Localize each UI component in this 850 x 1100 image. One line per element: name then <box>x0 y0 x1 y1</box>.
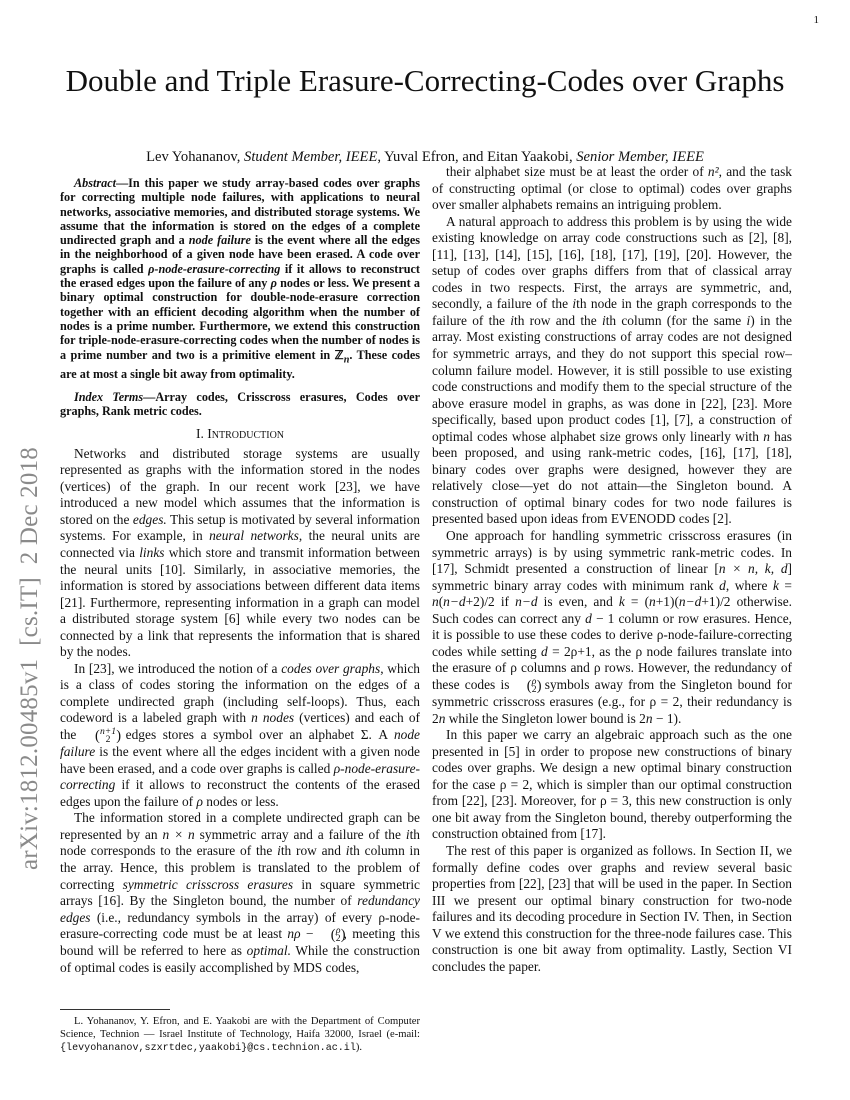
emphasis-text: n <box>343 354 350 365</box>
text-run: While the construction of optimal codes is easily accomplished by MDS codes, <box>60 943 420 975</box>
emphasis-text: n <box>432 594 439 610</box>
body-paragraph <box>432 164 792 214</box>
text-run: ). <box>355 1042 363 1053</box>
emphasis-text: i <box>345 843 350 859</box>
emphasis-text: n−d <box>515 594 538 610</box>
text-run: symbols away from the Singleton bound for symmetric crisscross erasures (e.g., for ρ = 2, their redundancy is 2 <box>432 676 792 726</box>
text-run: One approach for handling symmetric crisscross erasures (in symmetric arrays) is by using symmetric rank-metric codes. In [17], Schmidt presented a construction of linear [ <box>432 528 792 577</box>
text-run: ( <box>438 594 444 610</box>
emphasis-text: i <box>277 843 281 859</box>
emphasis-text: n² <box>707 164 719 179</box>
text-run: − 1). <box>652 710 682 726</box>
binomial-term: 2 <box>105 733 111 745</box>
abstract <box>60 176 420 382</box>
emphasis-text: Index Terms <box>74 389 144 404</box>
emphasis-text: n <box>649 594 656 610</box>
emphasis-text: n−d <box>678 594 702 610</box>
emphasis-text: n <box>438 710 446 726</box>
emphasis-text: Senior Member, IEEE <box>576 149 704 165</box>
text-run: is the event where all the edges incident with a given node have been erased, and a code over graphs is called <box>60 744 420 776</box>
text-run: In this paper we carry an algebraic approach such as the one presented in [5] in order to propose new constructions of binary codes over graphs. We design a new optimal binary construction for the case ρ = 2, which is simpler than our optimal construction from [22], [23]. Moreover, for ρ = 3, this new construction is only one bit away from the Singleton bound, thereby outperforming the construction obtained from [17]. <box>432 727 792 842</box>
emphasis-text: k <box>618 594 625 610</box>
emphasis-text: i <box>510 312 514 328</box>
text-run: is even, and <box>537 594 619 610</box>
emphasis-text: n <box>763 428 770 444</box>
emphasis-text: d <box>541 643 548 659</box>
arxiv-stamp: arXiv:1812.00485v1 [cs.IT] 2 Dec 2018 <box>16 447 43 870</box>
text-run: th column (for the same <box>605 312 747 328</box>
text-run: = <box>778 577 792 593</box>
body-paragraph <box>432 727 792 843</box>
text-run: This setup is motivated by several information systems. For example, in <box>60 511 420 544</box>
text-run: = ( <box>624 594 650 610</box>
text-run: if it allows to reconstruct the erased edges upon the failure of any <box>60 261 420 291</box>
emphasis-text: neural networks <box>209 528 299 544</box>
text-run: In [23], we introduced the notion of a <box>74 660 282 676</box>
emphasis-text: ρ-node-erasure-correcting <box>148 261 281 276</box>
body-paragraph <box>60 810 420 976</box>
text-run: ] symmetric binary array codes with minimum rank <box>432 561 792 593</box>
emphasis-text: ρ <box>270 276 277 291</box>
body-paragraph <box>60 661 420 811</box>
text-run: edges stores a symbol over an alphabet Σ. A <box>119 727 394 743</box>
body-paragraph <box>60 446 420 661</box>
text-run: th node in the graph corresponds to the failure of the <box>432 296 792 328</box>
emphasis-text: redundancy edges <box>60 893 420 925</box>
page-number: 1 <box>813 14 819 26</box>
text-run: , Yuval Efron, and Eitan Yaakobi, <box>377 149 577 165</box>
text-run: in square symmetric arrays [16]. By the Singleton bound, the number of <box>60 876 420 909</box>
right-column <box>432 164 792 975</box>
text-run: Lev Yohananov, <box>146 149 245 165</box>
text-run: if it allows to reconstruct the contents of the erased edges upon the failure of <box>60 777 420 809</box>
emphasis-text: n × n, k, d <box>718 561 788 577</box>
text-run: , where <box>725 577 773 593</box>
emphasis-text: node failure <box>188 233 251 248</box>
index-terms <box>60 390 420 419</box>
text-run: The rest of this paper is organized as follows. In Section II, we formally define codes over graphs and review several basic properties from [22], [23] that will be used in the paper. In Section III we present our optimal binary construction for two-node failures and its decoding procedure in Section IV. Then, in Section V we extend this construction for the three-node failures case. This construction is one bit away from optimality. Lastly, Section VI concludes the paper. <box>432 843 792 974</box>
text-run: , and the task of constructing optimal (or close to optimal) codes over graphs over smaller alphabets remains an intriguing problem. <box>432 164 792 213</box>
text-run: L. Yohananov, Y. Efron, and E. Yaakobi are with the Department of Computer Science, Technion — Israel Institute of Technology, Haifa 32000, Israel (e-mail: <box>60 1016 420 1040</box>
text-run: , meeting this bound will be referred to here as <box>60 926 420 959</box>
binomial-coefficient <box>319 924 344 945</box>
text-run: their alphabet size must be at least the order of <box>446 164 708 179</box>
text-run: is the event where all the edges in the neighborhood of a given node have been erased. A code over graphs is called <box>60 233 420 276</box>
emphasis-text: d <box>585 610 592 626</box>
emphasis-text: n−d <box>443 594 466 610</box>
emphasis-text: n × n <box>162 826 195 842</box>
right-body <box>432 164 792 975</box>
text-run: —In this paper we study array-based codes over graphs for correcting multiple node failures, with applications to neural networks, associative memories, and distributed storage systems. We assume that the information is stored on the edges of a complete undirected graph and a <box>60 176 420 248</box>
text-run: {levyohananov,szxrtdec,yaakobi}@cs.technion.ac.il <box>60 1043 356 1054</box>
binomial-term: 2 <box>335 933 341 945</box>
text-run: Networks and distributed storage systems are usually represented as graphs with the information stored in the nodes (vertices) of the graph. In our recent work [23], we have introduced a new model which assumes that the information is stored on the <box>60 445 420 527</box>
text-run: The information stored in a complete undirected graph can be represented by an <box>60 810 420 842</box>
binomial-term: 2 <box>531 683 537 695</box>
text-run: th node corresponds to the erasure of the <box>60 826 420 859</box>
binomial-term: ( ρ <box>335 924 341 936</box>
binomial-term: ( ρ <box>531 675 537 687</box>
emphasis-text: edges. <box>132 511 167 527</box>
text-run: (i.e., redundancy symbols in the array) of every ρ-node-erasure-correcting code must be at least <box>60 909 420 942</box>
emphasis-text: nρ <box>287 926 301 942</box>
emphasis-text: i <box>572 296 577 312</box>
left-body <box>60 446 420 977</box>
section-heading-introduction: I. Introduction <box>195 426 285 442</box>
emphasis-text: ρ-node-erasure-correcting <box>60 760 420 793</box>
emphasis-text: codes over graphs <box>281 660 381 676</box>
binomial-coefficient <box>83 725 119 745</box>
emphasis-text: optimal. <box>246 943 291 959</box>
binomial-coefficient <box>515 675 540 695</box>
text-run: . These codes are at most a single bit away from optimality. <box>60 347 420 382</box>
emphasis-text: symmetric crisscross erasures <box>122 876 294 892</box>
text-run: nodes or less. We present a binary optimal construction for double-node-erasure correction together with an efficient decoding algorithm when the number of nodes is a prime number. Furthermore, we extend this construction for triple-node-erasure-correcting codes when the number of nodes is a prime number and two is a primitive element in ℤ <box>60 276 420 362</box>
text-run: , the neural units are connected via <box>60 528 420 561</box>
emphasis-text: Student Member, IEEE <box>244 149 378 165</box>
text-run: symmetric array and a failure of the <box>194 826 406 842</box>
text-run: th row and the <box>513 312 602 328</box>
emphasis-text: i <box>405 826 410 842</box>
text-run: − <box>300 926 319 942</box>
text-run: th row and <box>280 843 346 859</box>
text-run: nodes or less. <box>202 793 279 809</box>
emphasis-text: links <box>139 545 165 561</box>
emphasis-text: Abstract <box>74 176 116 190</box>
paper-title: Double and Triple Erasure-Correcting-Codes over Graphs <box>65 63 785 98</box>
text-run: —Array codes, Crisscross erasures, Codes over graphs, Rank metric codes. <box>60 389 420 418</box>
text-run: (vertices) and each of the <box>60 710 420 743</box>
text-run: +1)( <box>655 594 679 610</box>
text-run: +2)/2 if <box>465 594 516 610</box>
text-run: , which is a class of codes storing the information on the edges of a complete undirected graph (including self-loops). Thus, each codeword is a labeled graph with <box>60 660 420 726</box>
text-run: which store and transmit information between the neural units [10]. Similarly, in associative memories, the information is stored by associations between different data items [21]. Furthermore, representing information in a graph can model a distributed storage system [6] while every two nodes can be connected by a link that represents the information that is shared by the nodes. <box>60 545 420 660</box>
author-affiliation-footnote <box>60 1015 420 1055</box>
body-paragraph <box>432 528 792 727</box>
emphasis-text: k <box>772 577 779 593</box>
left-column <box>60 176 420 976</box>
text-run: A natural approach to address this problem is by using the wide existing knowledge on array code constructions such as [2], [8], [11], [13], [14], [15], [16], [18], [17], [19], [20]. However, the setup of codes over graphs differs from that of classical array codes in two respects. First, the arrays are symmetric, and, secondly, a failure of the <box>432 213 792 312</box>
emphasis-text: n nodes <box>251 710 295 726</box>
body-paragraph <box>432 843 792 975</box>
text-run: has been proposed, and using rank-metric codes, [16], [17], [18], binary codes over graphs were designed, however they are relatively close—yet do not attain—the Singleton bound. A construction of optimal binary codes for two node failures is presented based upon ideas from EVENODD codes [2]. <box>432 428 792 527</box>
body-paragraph <box>432 214 792 528</box>
emphasis-text: node failure <box>60 727 420 760</box>
text-run: − 1 column or row erasures. Hence, it is possible to use these codes to derive ρ-node-failure-correcting codes while setting <box>432 610 792 659</box>
text-run: ) in the array. Most existing constructions of array codes are not designed for symmetric arrays, and they do not support this special row–column failure model. However, it is still possible to use existing code constructions and modify them to the special structure of the above erasure model in graphs, as was done in [22], [23]. More specifically, based upon product codes [1], [7], a construction of optimal codes whose alphabet size grows only linearly with <box>432 312 793 444</box>
emphasis-text: i <box>601 312 606 328</box>
emphasis-text: i <box>746 312 751 328</box>
text-run: while the Singleton lower bound is 2 <box>445 710 646 726</box>
emphasis-text: n <box>645 710 653 726</box>
text-run: = 2ρ+1, as the ρ node failures translate into the erasure of ρ columns and ρ rows. However, the redundancy of these codes is <box>432 643 792 692</box>
binomial-term: ( n+1 <box>99 725 117 737</box>
text-run: th column in the array. Hence, this problem is translated to the problem of correcting <box>60 843 420 892</box>
emphasis-text: ρ <box>196 793 203 809</box>
emphasis-text: d <box>719 577 726 593</box>
text-run: +1)/2 otherwise. Such codes can correct any <box>432 594 792 626</box>
footnote-rule <box>60 1009 170 1010</box>
